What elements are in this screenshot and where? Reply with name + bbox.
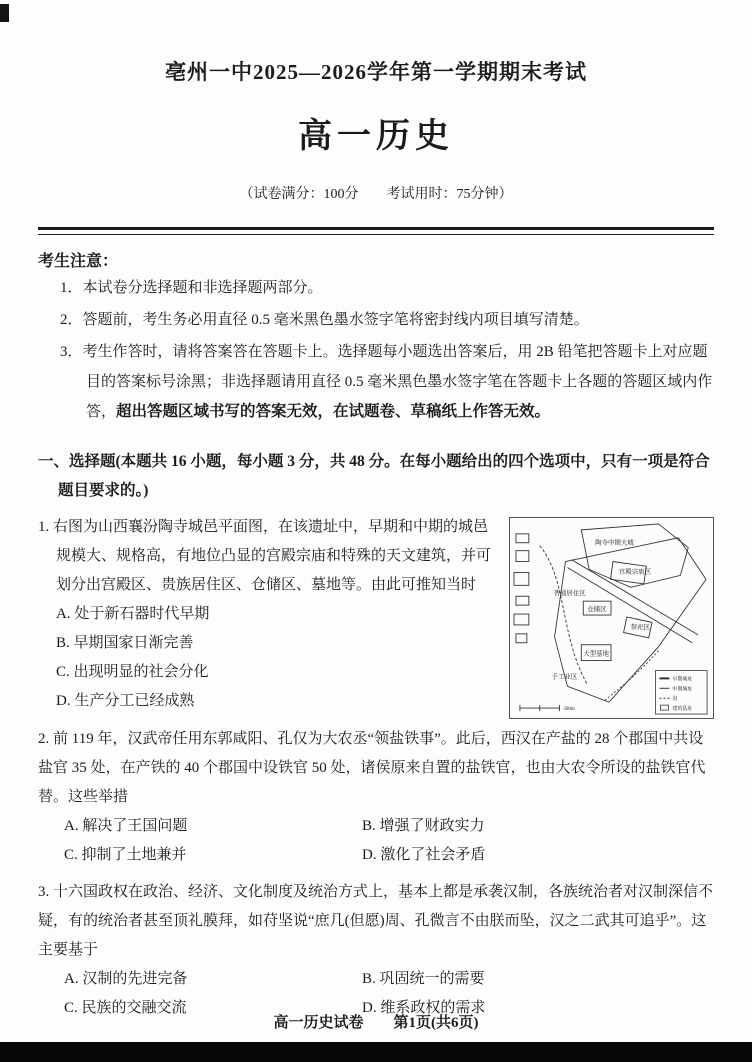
- map-scale-label: 500m: [563, 707, 575, 713]
- map-legend-item-0: 早期城址: [672, 677, 693, 683]
- q2-stem-text: 前 119 年，汉武帝任用东郭咸阳、孔仅为大农丞“领盐铁事”。此后，西汉在产盐的 28 个郡国中共设盐官 35 处，在产铁的 40 个郡国中设铁官 50 处，诸侯原来自置的盐铁官，也由大农令所设的盐铁官代替。这些举措: [38, 731, 706, 805]
- question-1: [38, 513, 714, 716]
- exam-subject-title: 高一历史: [298, 118, 454, 155]
- map-legend-item-1: 中期城址: [672, 687, 693, 693]
- q2-stem: [38, 725, 714, 812]
- map-label-ritual: 祭祀区: [630, 623, 651, 631]
- scan-bottom-bar: [0, 1042, 752, 1062]
- q2-option-c: C. 抑制了土地兼并: [64, 847, 187, 863]
- map-legend-item-3: 建筑基址: [672, 707, 693, 713]
- notice-item-3: [38, 337, 714, 427]
- q3-stem-text: 十六国政权在政治、经济、文化制度及统治方式上，基本上都是承袭汉制，各族统治者对汉制深信不疑，有的统治者甚至顶礼膜拜，如苻坚说“庶几(但愿)周、孔微言不由朕而坠，汉之二武其可追乎”。这主要基于: [38, 884, 714, 958]
- exam-school-title: 亳州一中2025—2026学年第一学期期末考试: [165, 60, 587, 84]
- q3-number: 3.: [38, 884, 50, 900]
- page-content: [0, 56, 752, 1023]
- map-label-mid-city: 陶寺中期大城: [595, 539, 634, 547]
- q2-option-b: B. 增强了财政实力: [362, 818, 485, 834]
- map-legend-item-2: 沟: [672, 697, 678, 703]
- map-scale-bar: [520, 705, 575, 712]
- notice-item-1: 1．本试卷分选择题和非选择题两部分。: [60, 280, 323, 296]
- q1-number: 1.: [38, 519, 50, 535]
- map-label-cemetery: 大型墓地: [583, 650, 609, 658]
- q1-option-a: A. 处于新石器时代早期: [56, 606, 210, 622]
- map-label-residence: 普通居住区: [553, 590, 586, 598]
- notice-heading: 考生注意：: [38, 253, 119, 270]
- q3-option-b: B. 巩固统一的需要: [362, 971, 485, 987]
- q3-option-d: D. 维系政权的需求: [362, 1000, 486, 1016]
- taosi-site-map: [510, 518, 713, 718]
- q1-stem-text: 右图为山西襄汾陶寺城邑平面图，在该遗址中，早期和中期的城邑规模大、规格高，有地位凸显的宫殿宗庙和特殊的天文建筑，并可划分出宫殿区、贵族居住区、仓储区、墓地等。由此可推知当时: [53, 519, 492, 593]
- q1-option-c: C. 出现明显的社会分化: [56, 664, 209, 680]
- exam-meta-line: （试卷满分：100分 考试用时：75分钟）: [239, 187, 513, 202]
- scan-corner-mark: [0, 4, 9, 22]
- header-divider-rule: [38, 227, 714, 235]
- map-label-handicraft: 手工业区: [551, 673, 578, 681]
- question-2: [38, 725, 714, 870]
- question-3: [38, 878, 714, 1023]
- map-label-storage: 仓储区: [587, 606, 607, 614]
- q2-option-a: A. 解决了王国问题: [64, 818, 188, 834]
- q3-stem: [38, 878, 714, 965]
- q2-options: [38, 812, 714, 870]
- notice-item-2: 2．答题前，考生务必用直径 0.5 毫米黑色墨水签字笔将密封线内项目填写清楚。: [60, 312, 589, 328]
- q1-option-d: D. 生产分工已经成熟: [56, 693, 195, 709]
- notice-item-3-bold: 超出答题区域书写的答案无效，在试题卷、草稿纸上作答无效。: [116, 403, 551, 420]
- q1-option-b: B. 早期国家日渐完善: [56, 635, 194, 651]
- notice-item-3-normal: 3．考生作答时，请将答案答在答题卡上。选择题每小题选出答案后，用 2B 铅笔把答题卡上对应题目的答案标号涂黑；非选择题请用直径 0.5 毫米黑色墨水签字笔在答题卡上各题的答题区域内作答，: [60, 344, 713, 420]
- page-footer: 高一历史试卷 第1页(共6页): [273, 1015, 479, 1031]
- q2-option-d: D. 激化了社会矛盾: [362, 847, 486, 863]
- map-label-palace: 宫殿宗庙区: [618, 568, 652, 576]
- q3-option-c: C. 民族的交融交流: [64, 1000, 187, 1016]
- q3-option-a: A. 汉制的先进完备: [64, 971, 188, 987]
- section-1-heading: 一、选择题(本题共 16 小题，每小题 3 分，共 48 分。在每小题给出的四个选项中，只有一项是符合题目要求的。): [38, 453, 710, 499]
- map-legend: [656, 670, 707, 714]
- q2-number: 2.: [38, 731, 50, 747]
- q1-site-plan-figure: [509, 517, 714, 719]
